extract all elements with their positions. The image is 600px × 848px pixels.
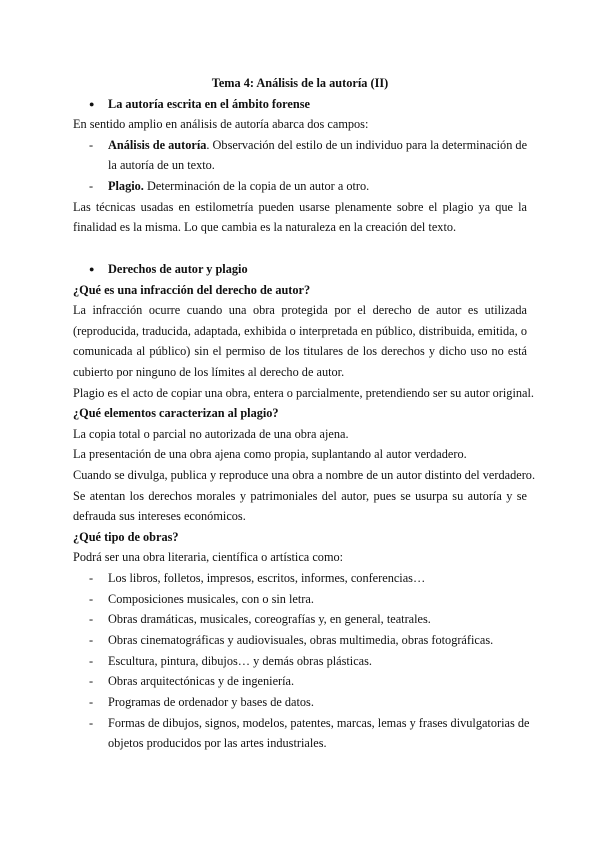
list-item: Composiciones musicales, con o sin letra.	[108, 592, 314, 606]
question-heading-elements: ¿Qué elementos caracterizan al plagio?	[73, 406, 279, 420]
dash-marker: -	[89, 654, 94, 668]
section-heading-rights: Derechos de autor y plagio	[108, 262, 248, 276]
dash-marker: -	[89, 179, 94, 193]
paragraph-line: defrauda sus intereses económicos.	[73, 509, 246, 523]
section1-intro: En sentido amplio en análisis de autoría abarca dos campos:	[73, 117, 369, 131]
desc-plagio: Determinación de la copia de un autor a otro.	[143, 179, 370, 193]
question-heading-infraction: ¿Qué es una infracción del derecho de autor?	[73, 283, 311, 297]
dash-marker: -	[89, 612, 94, 626]
list-item: Formas de dibujos, signos, modelos, patentes, marcas, lemas y frases divulgatorias de	[108, 716, 530, 730]
paragraph-line: La copia total o parcial no autorizada de una obra ajena.	[73, 427, 349, 441]
term-analisis: Análisis de autoría	[108, 138, 207, 152]
list-item-analisis-cont: la autoría de un texto.	[108, 158, 215, 172]
dash-marker: -	[89, 571, 94, 585]
list-item: Programas de ordenador y bases de datos.	[108, 695, 314, 709]
paragraph-line: Se atentan los derechos morales y patrimoniales del autor, pues se usurpa su autoría y se	[73, 489, 527, 503]
term-plagio: Plagio.	[108, 179, 144, 193]
bullet-icon: ●	[89, 99, 95, 109]
bullet-icon: ●	[89, 264, 95, 274]
list-item: Escultura, pintura, dibujos… y demás obras plásticas.	[108, 654, 372, 668]
paragraph-line: (reproducida, traducida, adaptada, exhibida o interpretada en público, distribuida, emitida, o	[73, 324, 527, 338]
desc-analisis: . Observación del estilo de un individuo para la determinación de	[206, 138, 528, 152]
dash-marker: -	[89, 592, 94, 606]
dash-marker: -	[89, 138, 94, 152]
paragraph-line: Las técnicas usadas en estilometría pueden usarse plenamente sobre el plagio ya que la	[73, 200, 527, 214]
list-item: Obras arquitectónicas y de ingeniería.	[108, 674, 295, 688]
list-item-cont: objetos producidos por las artes industriales.	[108, 736, 327, 750]
paragraph-line: comunicada al público) sin el permiso de los titulares de los derechos y dicho uso no está	[73, 344, 527, 358]
dash-marker: -	[89, 674, 94, 688]
list-item: Obras cinematográficas y audiovisuales, obras multimedia, obras fotográficas.	[108, 633, 494, 647]
dash-marker: -	[89, 716, 94, 730]
list-item-plagio	[108, 179, 527, 194]
dash-marker: -	[89, 633, 94, 647]
paragraph-line: La infracción ocurre cuando una obra protegida por el derecho de autor es utilizada	[73, 303, 527, 317]
list-item: Los libros, folletos, impresos, escritos, informes, conferencias…	[108, 571, 426, 585]
list-item-analisis	[108, 138, 527, 153]
paragraph-line: Cuando se divulga, publica y reproduce una obra a nombre de un autor distinto del verdadero.	[73, 468, 536, 482]
question-heading-works: ¿Qué tipo de obras?	[73, 530, 179, 544]
paragraph-line: Plagio es el acto de copiar una obra, entera o parcialmente, pretendiendo ser su autor original.	[73, 386, 534, 400]
paragraph-line: Podrá ser una obra literaria, científica o artística como:	[73, 550, 344, 564]
section-heading-forensic: La autoría escrita en el ámbito forense	[108, 97, 310, 111]
page-title: Tema 4: Análisis de la autoría (II)	[211, 76, 389, 90]
paragraph-line: finalidad es la misma. Lo que cambia es la naturaleza en la creación del texto.	[73, 220, 457, 234]
paragraph-line: La presentación de una obra ajena como propia, suplantando al autor verdadero.	[73, 447, 467, 461]
list-item: Obras dramáticas, musicales, coreografías y, en general, teatrales.	[108, 612, 431, 626]
paragraph-line: cubierto por ninguno de los límites al derecho de autor.	[73, 365, 345, 379]
dash-marker: -	[89, 695, 94, 709]
